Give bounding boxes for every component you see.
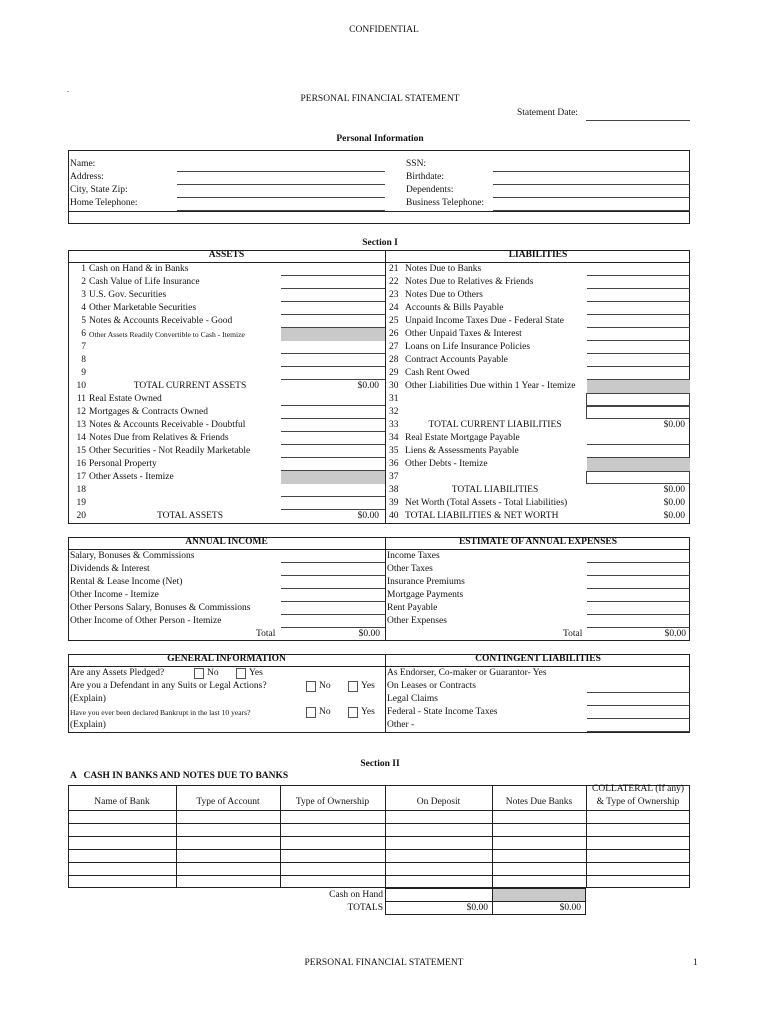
asset-value-field[interactable] [281,366,385,367]
liability-value-field[interactable] [587,366,690,367]
liability-line-label: Cash Rent Owed [405,368,470,378]
liability-value-box[interactable] [586,406,690,419]
assets-pledged-yes-label: Yes [249,668,263,678]
asset-line-number: 1 [81,264,86,274]
contingent-row-label: Federal - State Income Taxes [387,707,498,717]
expense-value-field[interactable] [587,562,690,563]
asset-line-number: 3 [81,290,86,300]
name-label: Name: [70,159,96,169]
defendant-yes-checkbox[interactable] [348,681,358,692]
liability-value-field[interactable] [587,275,690,276]
asset-line-label: Notes & Accounts Receivable - Doubtful [89,420,246,430]
liability-line-number: 36 [389,459,399,469]
asset-line-label: Notes Due from Relatives & Friends [89,433,229,443]
liability-line-number: 37 [389,472,399,482]
asset-line-label: Other Assets Readily Convertible to Cash - Itemize [89,330,245,339]
liability-line-number: 25 [389,316,399,326]
asset-line-label: Mortgages & Contracts Owned [89,407,208,417]
general-info-header: GENERAL INFORMATION [167,654,286,664]
liability-line-number: 38 [389,485,399,495]
expense-row-label: Other Expenses [387,616,447,626]
asset-value-field[interactable] [281,431,385,432]
liability-line-number: 33 [389,420,399,430]
asset-line-number: 4 [81,303,86,313]
asset-line-number: 13 [76,420,86,430]
total-notes-due-value: $0.00 [559,903,581,913]
asset-line-number: 10 [76,381,86,391]
asset-line-number: 15 [76,446,86,456]
asset-value-field[interactable] [281,301,385,302]
asset-line-number: 18 [76,485,86,495]
personal-info-box [68,150,690,224]
asset-line-label: Personal Property [89,459,157,469]
asset-line-number: 9 [81,368,86,378]
income-row-label: Salary, Bonuses & Commissions [70,551,195,561]
annual-expenses-header: ESTIMATE OF ANNUAL EXPENSES [458,537,618,547]
liability-line-label: Notes Due to Others [405,290,483,300]
asset-value-field[interactable] [281,457,385,458]
shaded-input-cell [587,458,690,471]
liability-value-field[interactable] [587,444,690,445]
asset-line-label: Other Assets - Itemize [89,472,174,482]
asset-line-number: 16 [76,459,86,469]
income-value-field[interactable] [281,601,385,602]
expense-value-field[interactable] [587,575,690,576]
statement-date-field[interactable] [586,120,690,121]
bank-table-row[interactable] [68,836,690,837]
expense-row-label: Mortgage Payments [387,590,464,600]
expense-value-field[interactable] [587,601,690,602]
liability-value-field[interactable] [587,327,690,328]
address-label: Address: [70,172,104,182]
income-value-field[interactable] [281,588,385,589]
liability-line-number: 29 [389,368,399,378]
income-value-field[interactable] [281,575,385,576]
contingent-value-field[interactable] [587,705,690,706]
income-total-label: Total [256,629,276,639]
defendant-explain: (Explain) [70,694,106,704]
annual-income-header: ANNUAL INCOME [185,537,268,547]
liability-line-label: TOTAL LIABILITIES & NET WORTH [405,511,559,521]
birthdate-label: Birthdate: [406,172,444,182]
asset-line-label: Notes & Accounts Receivable - Good [89,316,233,326]
income-value-field[interactable] [281,562,385,563]
income-row-label: Rental & Lease Income (Net) [70,577,183,587]
liability-line-value: $0.00 [663,485,685,495]
assets-pledged-no-checkbox[interactable] [194,668,204,679]
asset-value-field[interactable] [281,314,385,315]
defendant-no-label: No [319,681,331,691]
income-total-value: $0.00 [358,629,380,639]
expense-value-field[interactable] [587,614,690,615]
liability-line-label: Notes Due to Relatives & Friends [405,277,534,287]
total-on-deposit-value: $0.00 [466,903,488,913]
liability-line-value: $0.00 [663,511,685,521]
liability-line-number: 32 [389,407,399,417]
liability-line-number: 23 [389,290,399,300]
totals-label: TOTALS [347,903,383,913]
defendant-no-checkbox[interactable] [306,681,316,692]
asset-line-number: 20 [76,511,86,521]
asset-line-number: 7 [81,342,86,352]
col-name-of-bank: Name of Bank [94,797,150,807]
asset-line-label: Other Marketable Securities [89,303,197,313]
asset-line-number: 2 [81,277,86,287]
asset-value-field[interactable] [281,496,385,497]
col-type-of-ownership: Type of Ownership [295,797,370,807]
contingent-liabilities-header: CONTINGENT LIABILITIES [475,654,601,664]
business-telephone-field[interactable] [493,210,690,211]
section-2-subheading: A CASH IN BANKS AND NOTES DUE TO BANKS [70,771,289,781]
stray-dot: . [67,85,69,94]
page-number: 1 [693,958,698,968]
liability-line-label: Unpaid Income Taxes Due - Federal State [405,316,565,326]
shaded-input-cell [587,380,690,393]
liability-line-label: Liens & Assessments Payable [405,446,519,456]
expense-total-value: $0.00 [664,629,686,639]
liability-line-label: Loans on Life Insurance Policies [405,342,531,352]
liability-line-number: 39 [389,498,399,508]
liability-value-field[interactable] [587,288,690,289]
liability-line-number: 34 [389,433,399,443]
confidential-label: CONFIDENTIAL [349,25,419,35]
income-row-label: Dividends & Interest [70,564,150,574]
asset-line-label: TOTAL ASSETS [156,511,223,521]
expense-value-field[interactable] [587,588,690,589]
asset-line-label: Real Estate Owned [89,394,162,404]
bankrupt-no-label: No [319,707,331,717]
liability-line-number: 21 [389,264,399,274]
expense-row-label: Other Taxes [387,564,433,574]
liability-value-field[interactable] [587,340,690,341]
bankrupt-explain: (Explain) [70,720,106,730]
asset-line-label: Other Securities - Not Readily Marketable [89,446,251,456]
income-row-label: Other Persons Salary, Bonuses & Commissions [70,603,251,613]
city-state-zip-label: City, State Zip: [70,185,128,195]
bankrupt-yes-label: Yes [361,707,375,717]
asset-line-number: 8 [81,355,86,365]
liability-line-value: $0.00 [663,498,685,508]
bank-table-row[interactable] [68,810,690,811]
income-value-field[interactable] [281,614,385,615]
liability-value-box[interactable] [586,393,690,406]
asset-line-number: 11 [76,394,86,404]
asset-line-number: 12 [76,407,86,417]
liability-line-number: 30 [389,381,399,391]
liability-line-number: 40 [389,511,399,521]
assets-pledged-question: Are any Assets Pledged? [70,668,165,678]
col-on-deposit: On Deposit [416,797,461,807]
liability-line-number: 27 [389,342,399,352]
bank-table-row[interactable] [68,849,690,850]
col-collateral-1: COLLATERAL (If any) [592,784,684,794]
contingent-value-field[interactable] [587,731,690,732]
contingent-value-field[interactable] [587,692,690,693]
liability-line-label: Notes Due to Banks [405,264,482,274]
contingent-row-label: Legal Claims [387,694,438,704]
liability-line-number: 24 [389,303,399,313]
asset-value-field[interactable] [281,444,385,445]
dependents-label: Dependents: [406,185,454,195]
business-telephone-label: Business Telephone: [406,198,485,208]
liability-line-number: 26 [389,329,399,339]
expense-row-label: Income Taxes [387,551,440,561]
liability-line-label: Other Unpaid Taxes & Interest [405,329,522,339]
contingent-row-label: On Leases or Contracts [387,681,476,691]
bankrupt-yes-checkbox[interactable] [348,707,358,718]
liability-line-label: TOTAL CURRENT LIABILITIES [428,420,562,430]
shaded-input-cell [281,328,385,341]
asset-line-number: 14 [76,433,86,443]
contingent-value-field[interactable] [587,718,690,719]
liability-value-field[interactable] [587,314,690,315]
asset-value-field[interactable] [281,288,385,289]
personal-info-heading: Personal Information [336,134,424,144]
name-field[interactable] [177,171,385,172]
assets-liabilities-divider [385,250,386,524]
liabilities-header: LIABILITIES [508,250,568,260]
defendant-yes-label: Yes [361,681,375,691]
cash-on-hand-label: Cash on Hand [329,890,383,900]
bank-table-row[interactable] [68,862,690,863]
asset-line-number: 17 [76,472,86,482]
asset-line-label: U.S. Gov. Securities [89,290,167,300]
contingent-row-label: As Endorser, Co-maker or Guarantor- Yes [387,668,547,678]
dependents-field[interactable] [493,197,690,198]
income-row-label: Other Income of Other Person - Itemize [70,616,222,626]
assets-pledged-yes-checkbox[interactable] [236,668,246,679]
col-notes-due-banks: Notes Due Banks [505,797,573,807]
asset-line-label: TOTAL CURRENT ASSETS [133,381,247,391]
income-expenses-divider [385,537,386,641]
liability-value-field[interactable] [587,353,690,354]
asset-value-field[interactable] [281,405,385,406]
bank-table-row[interactable] [68,875,690,876]
liability-line-label: Other Debts - Itemize [405,459,488,469]
liability-line-label: Contract Accounts Payable [405,355,508,365]
bankrupt-question: Have you ever been declared Bankrupt in the last 10 years? [70,708,251,717]
defendant-question: Are you a Defendant in any Suits or Legal Actions? [70,681,267,691]
asset-line-number: 5 [81,316,86,326]
asset-line-label: Cash on Hand & in Banks [89,264,189,274]
liability-line-number: 31 [389,394,399,404]
asset-line-value: $0.00 [357,511,379,521]
liability-line-value: $0.00 [663,420,685,430]
liability-line-label: Accounts & Bills Payable [405,303,504,313]
address-field[interactable] [177,184,385,185]
asset-value-field[interactable] [281,353,385,354]
page-title: PERSONAL FINANCIAL STATEMENT [300,94,460,104]
liability-value-box[interactable] [586,471,690,484]
ssn-field[interactable] [493,171,690,172]
footer-title: PERSONAL FINANCIAL STATEMENT [304,958,464,968]
liability-line-label: TOTAL LIABILITIES [451,485,539,495]
personal-info-divider [68,211,690,212]
section-1-heading: Section I [362,238,398,248]
ssn-label: SSN: [406,159,427,169]
liability-line-number: 28 [389,355,399,365]
asset-line-value: $0.00 [357,381,379,391]
col-type-of-account: Type of Account [196,797,260,807]
liability-line-label: Net Worth (Total Assets - Total Liabilities) [405,498,568,508]
expense-row-label: Rent Payable [387,603,438,613]
bankrupt-no-checkbox[interactable] [306,707,316,718]
expense-row-label: Insurance Premiums [387,577,465,587]
statement-date-label: Statement Date: [517,108,578,118]
asset-line-label: Cash Value of Life Insurance [89,277,200,287]
expense-total-label: Total [563,629,583,639]
liability-line-number: 35 [389,446,399,456]
liability-value-field[interactable] [587,301,690,302]
contingent-row-label: Other - [387,720,415,730]
asset-value-field[interactable] [281,418,385,419]
income-row-label: Other Income - Itemize [70,590,159,600]
assets-pledged-no-label: No [207,668,219,678]
city-state-zip-field[interactable] [177,197,385,198]
asset-line-number: 6 [81,329,86,339]
assets-header: ASSETS [208,250,245,260]
asset-line-number: 19 [76,498,86,508]
section-2-heading: Section II [360,759,400,769]
home-telephone-field[interactable] [177,210,385,211]
liability-line-label: Other Liabilities Due within 1 Year - Itemize [405,381,576,391]
liability-line-label: Real Estate Mortgage Payable [405,433,520,443]
bank-table-row[interactable] [68,823,690,824]
birthdate-field[interactable] [493,184,690,185]
home-telephone-label: Home Telephone: [70,198,138,208]
liability-line-number: 22 [389,277,399,287]
col-collateral-2: & Type of Ownership [596,797,680,807]
asset-value-field[interactable] [281,275,385,276]
shaded-input-cell [281,471,385,484]
